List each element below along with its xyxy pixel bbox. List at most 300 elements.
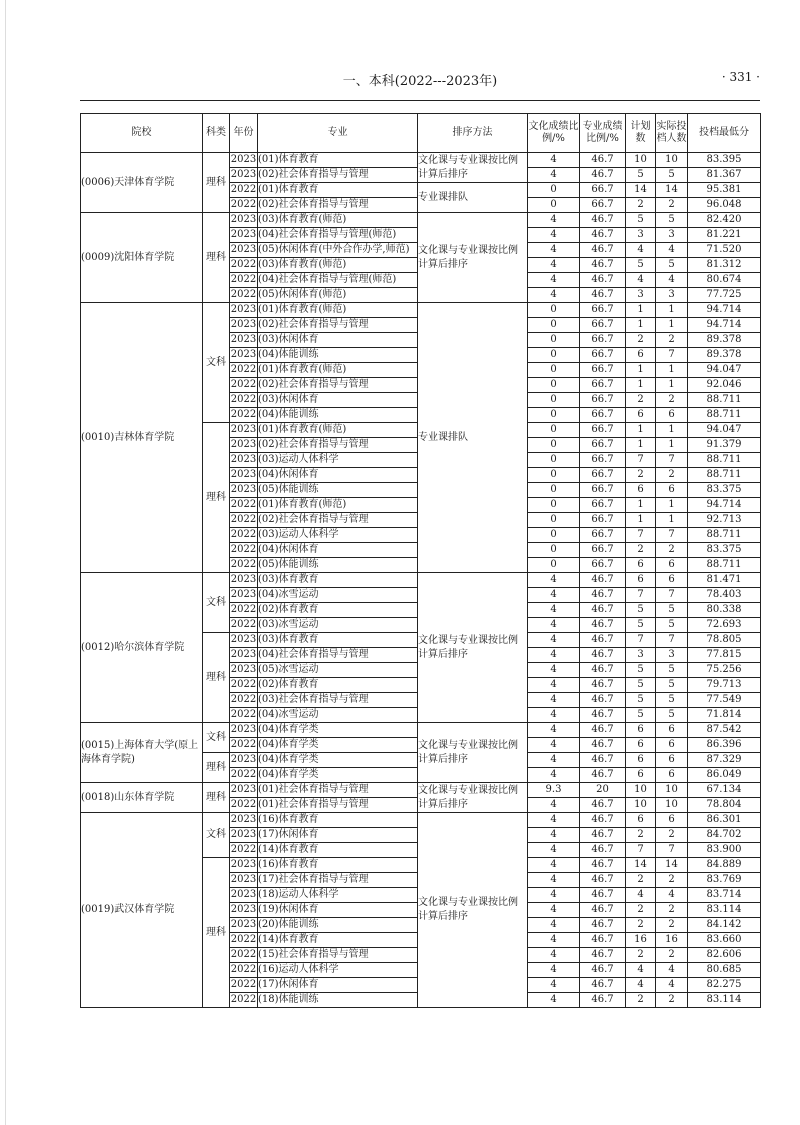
cell-major: (04)冰雪运动 [258,708,418,723]
cell-plan: 7 [626,453,656,468]
cell-actual: 7 [656,528,688,543]
cell-year: 2022 [230,513,258,528]
cell-min-score: 83.714 [688,888,761,903]
cell-major-ratio: 46.7 [580,843,626,858]
cell-plan: 3 [626,288,656,303]
cell-school: (0018)山东体育学院 [81,783,203,813]
cell-year: 2023 [230,588,258,603]
cell-major: (03)体育教育 [258,573,418,588]
cell-major-ratio: 66.7 [580,183,626,198]
cell-major: (18)运动人体科学 [258,888,418,903]
col-method-header: 排序方法 [418,114,528,153]
cell-plan: 5 [626,678,656,693]
cell-major: (04)体育学类 [258,753,418,768]
cell-min-score: 92.046 [688,378,761,393]
cell-actual: 4 [656,273,688,288]
cell-major: (14)体育教育 [258,933,418,948]
cell-plan: 6 [626,348,656,363]
cell-major-ratio: 46.7 [580,153,626,168]
cell-major-ratio: 66.7 [580,408,626,423]
cell-major: (02)社会体育指导与管理 [258,513,418,528]
cell-min-score: 94.714 [688,498,761,513]
cell-culture-ratio: 4 [528,798,580,813]
cell-plan: 2 [626,828,656,843]
cell-plan: 3 [626,228,656,243]
cell-culture-ratio: 4 [528,723,580,738]
cell-major-ratio: 66.7 [580,543,626,558]
cell-year: 2023 [230,423,258,438]
cell-method: 文化课与专业课按比例计算后排序 [418,213,528,303]
cell-major-ratio: 46.7 [580,978,626,993]
cell-major-ratio: 46.7 [580,708,626,723]
cell-min-score: 95.381 [688,183,761,198]
cell-major-ratio: 46.7 [580,633,626,648]
cell-year: 2022 [230,948,258,963]
cell-year: 2022 [230,933,258,948]
cell-year: 2022 [230,708,258,723]
cell-culture-ratio: 0 [528,453,580,468]
cell-plan: 14 [626,858,656,873]
cell-min-score: 80.338 [688,603,761,618]
cell-major-ratio: 66.7 [580,438,626,453]
cell-year: 2022 [230,363,258,378]
cell-culture-ratio: 4 [528,933,580,948]
cell-category: 理科 [203,153,230,213]
cell-year: 2022 [230,618,258,633]
cell-culture-ratio: 0 [528,393,580,408]
cell-year: 2023 [230,213,258,228]
cell-major-ratio: 20 [580,783,626,798]
cell-plan: 6 [626,573,656,588]
cell-year: 2022 [230,693,258,708]
cell-plan: 2 [626,543,656,558]
cell-min-score: 82.606 [688,948,761,963]
cell-major-ratio: 46.7 [580,678,626,693]
cell-major-ratio: 46.7 [580,993,626,1008]
cell-major: (01)体育教育 [258,183,418,198]
cell-min-score: 81.312 [688,258,761,273]
cell-plan: 6 [626,723,656,738]
cell-major: (18)体能训练 [258,993,418,1008]
cell-major-ratio: 46.7 [580,933,626,948]
cell-actual: 2 [656,333,688,348]
cell-major-ratio: 46.7 [580,873,626,888]
cell-major: (04)体育学类 [258,768,418,783]
cell-year: 2022 [230,198,258,213]
cell-year: 2022 [230,978,258,993]
cell-plan: 7 [626,633,656,648]
cell-major: (14)体育教育 [258,843,418,858]
col-year-header: 年份 [230,114,258,153]
cell-actual: 3 [656,228,688,243]
cell-method: 文化课与专业课按比例计算后排序 [418,573,528,723]
cell-min-score: 72.693 [688,618,761,633]
cell-year: 2022 [230,528,258,543]
cell-plan: 1 [626,438,656,453]
table-row [81,783,761,798]
cell-plan: 4 [626,273,656,288]
cell-year: 2022 [230,603,258,618]
cell-year: 2023 [230,243,258,258]
cell-actual: 5 [656,618,688,633]
cell-major-ratio: 46.7 [580,573,626,588]
cell-major-ratio: 66.7 [580,303,626,318]
cell-culture-ratio: 4 [528,288,580,303]
cell-major-ratio: 46.7 [580,828,626,843]
cell-actual: 2 [656,828,688,843]
cell-plan: 6 [626,738,656,753]
cell-min-score: 96.048 [688,198,761,213]
cell-min-score: 75.256 [688,663,761,678]
cell-major: (03)体育教育 [258,633,418,648]
cell-year: 2023 [230,888,258,903]
cell-plan: 2 [626,393,656,408]
cell-culture-ratio: 4 [528,738,580,753]
cell-min-score: 83.660 [688,933,761,948]
cell-major: (16)体育教育 [258,813,418,828]
cell-culture-ratio: 4 [528,258,580,273]
cell-year: 2023 [230,858,258,873]
cell-major: (02)社会体育指导与管理 [258,198,418,213]
cell-actual: 5 [656,693,688,708]
cell-min-score: 83.900 [688,843,761,858]
cell-plan: 7 [626,528,656,543]
cell-plan: 4 [626,963,656,978]
cell-major: (04)体育学类 [258,723,418,738]
cell-major-ratio: 66.7 [580,198,626,213]
cell-major: (20)体能训练 [258,918,418,933]
cell-culture-ratio: 4 [528,858,580,873]
col-major-ratio-header: 专业成绩比例/% [580,114,626,153]
cell-actual: 5 [656,213,688,228]
cell-plan: 1 [626,423,656,438]
cell-year: 2023 [230,663,258,678]
cell-year: 2023 [230,573,258,588]
cell-plan: 2 [626,993,656,1008]
cell-major: (01)体育教育(师范) [258,498,418,513]
cell-culture-ratio: 4 [528,873,580,888]
cell-plan: 2 [626,903,656,918]
cell-year: 2023 [230,168,258,183]
cell-min-score: 88.711 [688,558,761,573]
cell-year: 2023 [230,723,258,738]
cell-major: (03)社会体育指导与管理 [258,693,418,708]
cell-plan: 2 [626,873,656,888]
cell-major-ratio: 46.7 [580,903,626,918]
cell-culture-ratio: 0 [528,528,580,543]
cell-plan: 7 [626,843,656,858]
cell-actual: 2 [656,873,688,888]
col-plan-header: 计划数 [626,114,656,153]
cell-culture-ratio: 4 [528,978,580,993]
cell-major: (05)体能训练 [258,558,418,573]
cell-major-ratio: 66.7 [580,318,626,333]
cell-school: (0012)哈尔滨体育学院 [81,573,203,723]
cell-min-score: 83.375 [688,483,761,498]
cell-actual: 10 [656,783,688,798]
cell-min-score: 86.049 [688,768,761,783]
cell-major-ratio: 46.7 [580,243,626,258]
cell-major-ratio: 46.7 [580,918,626,933]
cell-plan: 2 [626,333,656,348]
cell-school: (0010)吉林体育学院 [81,303,203,573]
cell-plan: 6 [626,558,656,573]
cell-actual: 5 [656,603,688,618]
cell-plan: 6 [626,753,656,768]
cell-actual: 2 [656,948,688,963]
cell-actual: 6 [656,408,688,423]
cell-school: (0019)武汉体育学院 [81,813,203,1008]
cell-min-score: 89.378 [688,348,761,363]
cell-plan: 5 [626,618,656,633]
cell-major: (02)社会体育指导与管理 [258,168,418,183]
cell-min-score: 86.396 [688,738,761,753]
col-major-header: 专业 [258,114,418,153]
cell-actual: 1 [656,378,688,393]
cell-year: 2023 [230,483,258,498]
cell-min-score: 87.542 [688,723,761,738]
cell-min-score: 87.329 [688,753,761,768]
cell-year: 2022 [230,558,258,573]
cell-year: 2023 [230,633,258,648]
cell-major: (01)体育教育 [258,153,418,168]
cell-major-ratio: 66.7 [580,513,626,528]
cell-method: 文化课与专业课按比例计算后排序 [418,813,528,1008]
cell-min-score: 78.805 [688,633,761,648]
cell-actual: 2 [656,918,688,933]
cell-plan: 5 [626,213,656,228]
cell-culture-ratio: 4 [528,948,580,963]
cell-plan: 10 [626,153,656,168]
cell-actual: 5 [656,663,688,678]
cell-culture-ratio: 4 [528,168,580,183]
cell-actual: 7 [656,453,688,468]
cell-actual: 1 [656,423,688,438]
cell-major-ratio: 66.7 [580,558,626,573]
cell-min-score: 83.769 [688,873,761,888]
cell-method: 专业课排队 [418,303,528,573]
cell-year: 2022 [230,288,258,303]
cell-culture-ratio: 4 [528,993,580,1008]
cell-culture-ratio: 4 [528,813,580,828]
cell-year: 2023 [230,918,258,933]
cell-actual: 7 [656,348,688,363]
cell-plan: 2 [626,948,656,963]
cell-major: (05)冰雪运动 [258,663,418,678]
cell-min-score: 84.142 [688,918,761,933]
cell-major-ratio: 46.7 [580,948,626,963]
cell-min-score: 94.714 [688,303,761,318]
cell-major: (03)运动人体科学 [258,453,418,468]
cell-plan: 1 [626,378,656,393]
cell-major-ratio: 46.7 [580,273,626,288]
cell-plan: 1 [626,363,656,378]
cell-actual: 10 [656,798,688,813]
cell-culture-ratio: 0 [528,408,580,423]
cell-culture-ratio: 0 [528,558,580,573]
cell-major-ratio: 46.7 [580,648,626,663]
cell-plan: 5 [626,663,656,678]
cell-major-ratio: 66.7 [580,528,626,543]
cell-plan: 4 [626,978,656,993]
cell-major: (04)社会体育指导与管理(师范) [258,273,418,288]
cell-major: (02)社会体育指导与管理 [258,318,418,333]
cell-year: 2022 [230,678,258,693]
cell-major: (05)休闲体育(师范) [258,288,418,303]
cell-year: 2023 [230,828,258,843]
cell-min-score: 82.420 [688,213,761,228]
cell-category: 文科 [203,723,230,753]
cell-method: 专业课排队 [418,183,528,213]
cell-major: (15)社会体育指导与管理 [258,948,418,963]
cell-major-ratio: 46.7 [580,213,626,228]
cell-actual: 5 [656,168,688,183]
cell-year: 2023 [230,873,258,888]
cell-major: (03)冰雪运动 [258,618,418,633]
cell-year: 2023 [230,228,258,243]
cell-major: (01)体育教育(师范) [258,303,418,318]
cell-plan: 7 [626,588,656,603]
cell-major-ratio: 66.7 [580,363,626,378]
cell-culture-ratio: 0 [528,468,580,483]
cell-culture-ratio: 4 [528,903,580,918]
cell-major-ratio: 46.7 [580,603,626,618]
cell-plan: 5 [626,168,656,183]
cell-min-score: 80.685 [688,963,761,978]
cell-plan: 10 [626,798,656,813]
cell-culture-ratio: 4 [528,753,580,768]
cell-culture-ratio: 0 [528,333,580,348]
cell-actual: 4 [656,243,688,258]
cell-culture-ratio: 4 [528,678,580,693]
cell-min-score: 91.379 [688,438,761,453]
cell-year: 2022 [230,768,258,783]
cell-min-score: 83.375 [688,543,761,558]
cell-min-score: 78.403 [688,588,761,603]
cell-major: (03)体育教育(师范) [258,213,418,228]
cell-major-ratio: 66.7 [580,423,626,438]
cell-major: (17)休闲体育 [258,828,418,843]
cell-actual: 2 [656,198,688,213]
cell-major-ratio: 46.7 [580,663,626,678]
cell-year: 2022 [230,408,258,423]
cell-min-score: 77.549 [688,693,761,708]
cell-culture-ratio: 4 [528,918,580,933]
cell-plan: 6 [626,483,656,498]
cell-actual: 3 [656,288,688,303]
cell-major-ratio: 46.7 [580,753,626,768]
cell-major-ratio: 66.7 [580,393,626,408]
cell-major: (03)体育教育(师范) [258,258,418,273]
cell-culture-ratio: 4 [528,708,580,723]
cell-school: (0006)天津体育学院 [81,153,203,213]
cell-actual: 6 [656,813,688,828]
cell-min-score: 88.711 [688,453,761,468]
cell-major: (01)社会体育指导与管理 [258,798,418,813]
cell-min-score: 83.114 [688,903,761,918]
scan-edge-line [5,0,6,1125]
cell-plan: 2 [626,468,656,483]
cell-major-ratio: 46.7 [580,228,626,243]
cell-major-ratio: 66.7 [580,378,626,393]
cell-major: (02)社会体育指导与管理 [258,378,418,393]
col-culture-ratio-header: 文化成绩比例/% [528,114,580,153]
cell-min-score: 83.114 [688,993,761,1008]
cell-min-score: 86.301 [688,813,761,828]
cell-culture-ratio: 4 [528,768,580,783]
cell-actual: 1 [656,498,688,513]
cell-major-ratio: 46.7 [580,693,626,708]
cell-plan: 16 [626,933,656,948]
cell-culture-ratio: 0 [528,498,580,513]
cell-year: 2023 [230,318,258,333]
cell-school: (0015)上海体育大学(原上海体育学院) [81,723,203,783]
cell-min-score: 79.713 [688,678,761,693]
table-row [81,723,761,738]
table-row [81,303,761,318]
page-header [80,70,760,92]
cell-min-score: 71.520 [688,243,761,258]
cell-major: (04)体能训练 [258,408,418,423]
cell-major: (05)休闲体育(中外合作办学,师范) [258,243,418,258]
cell-plan: 4 [626,243,656,258]
cell-actual: 5 [656,678,688,693]
cell-year: 2023 [230,438,258,453]
cell-min-score: 81.221 [688,228,761,243]
cell-plan: 5 [626,258,656,273]
cell-culture-ratio: 4 [528,618,580,633]
cell-category: 文科 [203,303,230,423]
cell-culture-ratio: 0 [528,438,580,453]
cell-major: (04)体育学类 [258,738,418,753]
cell-major-ratio: 46.7 [580,858,626,873]
cell-year: 2023 [230,813,258,828]
table-header-row [81,114,761,153]
cell-category: 理科 [203,633,230,723]
cell-culture-ratio: 9.3 [528,783,580,798]
cell-category: 理科 [203,423,230,573]
cell-major-ratio: 66.7 [580,498,626,513]
cell-major: (04)社会体育指导与管理 [258,648,418,663]
cell-actual: 5 [656,258,688,273]
cell-actual: 5 [656,708,688,723]
cell-method: 文化课与专业课按比例计算后排序 [418,723,528,783]
cell-major: (01)体育教育(师范) [258,363,418,378]
cell-major-ratio: 46.7 [580,618,626,633]
cell-major: (04)体能训练 [258,348,418,363]
cell-culture-ratio: 4 [528,648,580,663]
cell-min-score: 84.702 [688,828,761,843]
cell-plan: 10 [626,783,656,798]
cell-year: 2023 [230,333,258,348]
cell-year: 2023 [230,903,258,918]
cell-plan: 2 [626,198,656,213]
cell-major: (02)社会体育指导与管理 [258,438,418,453]
cell-category: 文科 [203,813,230,858]
cell-category: 理科 [203,858,230,1008]
cell-min-score: 82.275 [688,978,761,993]
cell-year: 2022 [230,183,258,198]
cell-major-ratio: 46.7 [580,723,626,738]
cell-min-score: 92.713 [688,513,761,528]
cell-actual: 1 [656,363,688,378]
cell-culture-ratio: 4 [528,603,580,618]
cell-plan: 6 [626,813,656,828]
page-title: 一、本科(2022---2023年) [342,74,498,89]
cell-actual: 2 [656,543,688,558]
col-category-header: 科类 [203,114,230,153]
cell-plan: 4 [626,888,656,903]
